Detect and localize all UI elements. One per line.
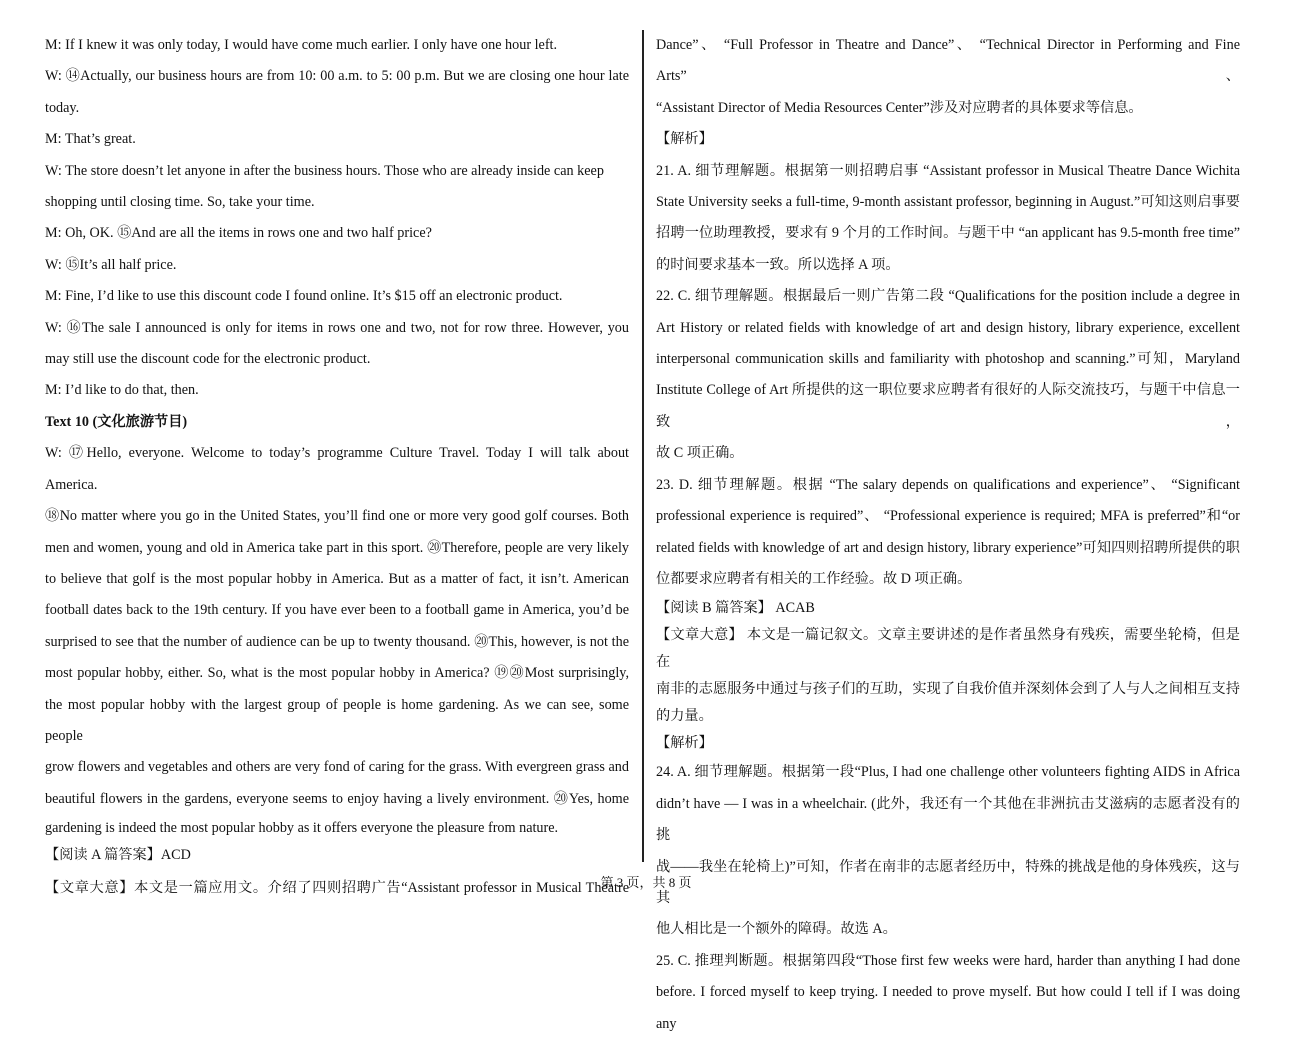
reading-b-summary: 南非的志愿服务中通过与孩子们的互助，实现了自我价值并深刻体会到了人与人之间相互支持: [656, 681, 1240, 698]
dialogue-line: M: If I knew it was only today, I would have come much earlier. I only have one hour left.: [45, 37, 558, 53]
monologue-line: most popular hobby, either. So, what is the most popular hobby in America? ⑲⑳Most surprisingly,: [45, 665, 629, 682]
answer-21: 的时间要求基本一致。所以选择 A 项。: [656, 256, 900, 273]
answer-21: 21. A. 细节理解题。根据第一则招聘启事 “Assistant professor in Musical Theatre Dance Wichita: [656, 162, 1240, 179]
page-number: 第 3 页，共 8 页: [600, 875, 692, 890]
answer-23: professional experience is required”、 “Professional experience is required; MFA is preferred”和“or: [656, 508, 1240, 525]
dialogue-line: W: ⑮It’s all half price.: [45, 256, 177, 273]
dialogue-line: shopping until closing time. So, take your time.: [45, 194, 315, 211]
monologue-line: beautiful flowers in the gardens, everyone seems to enjoy having a lively environment. ⑳Yes, home: [45, 790, 629, 807]
reading-b-summary: 【文章大意】 本文是一篇记叙文。文章主要讲述的是作者虽然身有残疾，需要坐轮椅，但是在: [656, 627, 1240, 671]
answer-22: 22. C. 细节理解题。根据最后一则广告第二段 “Qualifications for the position include a degree in: [656, 288, 1240, 305]
section-heading-text10: Text 10 (文化旅游节目): [45, 413, 188, 430]
answer-23: 23. D. 细节理解题。根据 “The salary depends on qualifications and experience”、 “Significant: [656, 476, 1240, 493]
answer-24: 他人相比是一个额外的障碍。故选 A。: [656, 921, 897, 938]
answer-24: 战——我坐在轮椅上)”可知，作者在南非的志愿者经历中，特殊的挑战是他的身体残疾，这与其: [656, 858, 1240, 906]
monologue-line: men and women, young and old in America take part in this sport. ⑳Therefore, people are very likely: [45, 539, 629, 556]
answer-22: 故 C 项正确。: [656, 445, 744, 462]
answer-24: 24. A. 细节理解题。根据第一段“Plus, I had one challenge other volunteers fighting AIDS in Africa: [656, 764, 1240, 781]
dialogue-line: M: I’d like to do that, then.: [45, 382, 199, 399]
monologue-line: gardening is indeed the most popular hobby as it offers everyone the pleasure from nature.: [45, 820, 559, 837]
answer-23: 位都要求应聘者有相关的工作经验。故 D 项正确。: [656, 570, 972, 587]
monologue-line: grow flowers and vegetables and others are very fond of caring for the grass. With evergreen grass and: [45, 759, 629, 776]
answer-21: State University seeks a full-time, 9-month assistant professor, beginning in August.”可知这则启事要: [656, 194, 1240, 211]
monologue-line: ⑱No matter where you go in the United States, you’ll find one or more very good golf courses. Both: [45, 508, 629, 525]
monologue-line: W: ⑰Hello, everyone. Welcome to today’s programme Culture Travel. Today I will talk about America.: [45, 445, 629, 493]
answer-22: Art History or related fields with knowledge of art and design history, library experience, excellent: [656, 319, 1240, 336]
monologue-line: surprised to see that the number of audience can be up to twenty thousand. ⑳This, however, is not the: [45, 633, 629, 650]
left-column: [45, 30, 629, 905]
answer-22: Institute College of Art 所提供的这一职位要求应聘者有很好的人际交流技巧，与题干中信息一致，: [656, 382, 1240, 430]
dialogue-line: W: The store doesn’t let anyone in after the business hours. Those who are already inside can keep: [45, 162, 604, 179]
monologue-line: football dates back to the 19th century. If you have ever been to a football game in America, you’d be: [45, 602, 629, 619]
summary-continuation: “Assistant Director of Media Resources Center”涉及对应聘者的具体要求等信息。: [656, 99, 1143, 116]
dialogue-line: may still use the discount code for the electronic product.: [45, 351, 371, 368]
dialogue-line: M: Fine, I’d like to use this discount code I found online. It’s $15 off an electronic product.: [45, 288, 563, 305]
dialogue-line: W: ⑭Actually, our business hours are from 10: 00 a.m. to 5: 00 p.m. But we are closing one hour late: [45, 68, 629, 85]
reading-a-summary: 【文章大意】本文是一篇应用文。介绍了四则招聘广告“Assistant professor in Musical Theatre: [45, 880, 629, 897]
reading-b-summary: 的力量。: [656, 708, 713, 725]
dialogue-line: today.: [45, 99, 80, 116]
dialogue-line: W: ⑯The sale I announced is only for items in rows one and two, not for row three. However, you: [45, 319, 629, 336]
answer-22: interpersonal communication skills and familiarity with photoshop and scanning.”可知，Maryland: [656, 351, 1240, 368]
analysis-heading: 【解析】: [656, 131, 713, 148]
analysis-heading: 【解析】: [656, 735, 713, 752]
reading-a-answer: 【阅读 A 篇答案】ACD: [45, 847, 191, 864]
reading-b-answer: 【阅读 B 篇答案】 ACAB: [656, 600, 815, 617]
monologue-line: to believe that golf is the most popular hobby in America. But as a matter of fact, it isn’t. American: [45, 570, 629, 587]
answer-24: didn’t have — I was in a wheelchair. (此外，我还有一个其他在非洲抗击艾滋病的志愿者没有的挑: [656, 795, 1240, 844]
answer-23: related fields with knowledge of art and design history, library experience”可知四则招聘所提供的职: [656, 539, 1240, 556]
monologue-line: the most popular hobby with the largest group of people is home gardening. As we can see, some people: [45, 696, 629, 744]
summary-continuation: Dance”、 “Full Professor in Theatre and Dance”、 “Technical Director in Performing and Fine Arts”、: [656, 37, 1240, 85]
answer-25: before. I forced myself to keep trying. I needed to prove myself. But how could I tell if I was doing any: [656, 984, 1240, 1032]
dialogue-line: M: That’s great.: [45, 131, 136, 148]
answer-25: 25. C. 推理判断题。根据第四段“Those first few weeks were hard, harder than anything I had done: [656, 952, 1240, 969]
dialogue-line: M: Oh, OK. ⑮And are all the items in rows one and two half price?: [45, 225, 432, 242]
answer-21: 招聘一位助理教授，要求有 9 个月的工作时间。与题干中 “an applicant has 9.5-month free time”: [656, 225, 1240, 242]
column-divider: [642, 30, 644, 862]
